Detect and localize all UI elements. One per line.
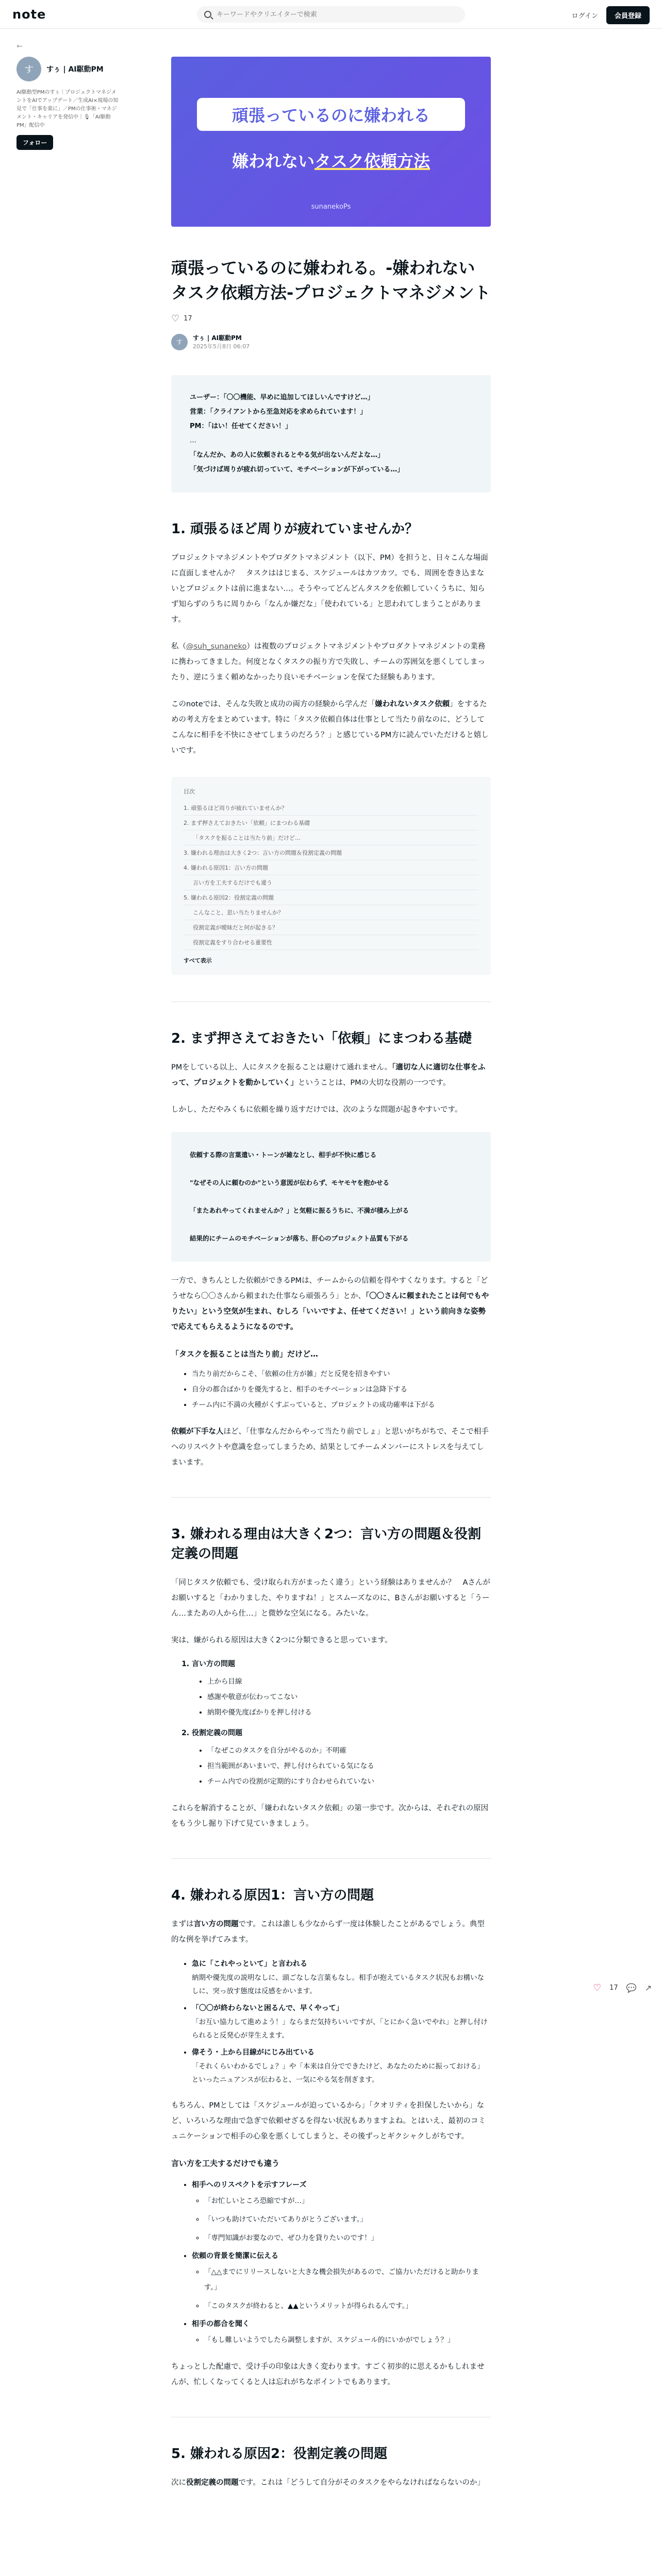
text: 次に [171, 2479, 186, 2487]
sub-list [192, 2193, 491, 2246]
hero-image [171, 57, 491, 227]
toc-show-all[interactable]: すべて表示 [184, 957, 212, 964]
toc-item[interactable]: 役割定義をすり合わせる重要性 [184, 935, 478, 950]
list-item: • 上から目線 [207, 1674, 491, 1689]
avatar[interactable]: す [16, 57, 41, 81]
list-desc: 「お互い協力して進めよう！」ならまだ気持ちいいですが、「とにかく急いでやれ」と押し付けられると反発心が芽生えます。 [192, 2018, 488, 2040]
article [171, 57, 491, 2490]
problem-box [171, 1132, 491, 1262]
list-item: • 感謝や敬意が伝わってこない [207, 1689, 491, 1705]
back-arrow-icon[interactable]: ← [16, 42, 23, 50]
hero-line2 [171, 148, 491, 172]
text: 」をするための考え方をまとめています。特に「タスク依頼自体は仕事として当たり前なのに、どうしてこんなに相手を不快にさせてしまうのだろう？」と感じているPM方に読んでいただけると嬉しいです。 [171, 700, 489, 755]
list-desc: 納期や優先度の説明なしに、頭ごなしな言葉もなし。相手が抱えているタスク状況もお構いなしに、突っ放す態度は反感をかいます。 [192, 1974, 484, 1995]
list-item [192, 2249, 491, 2314]
like-row [171, 313, 491, 324]
author-avatar[interactable]: す [171, 334, 188, 350]
section-heading: 2. まず押さえておきたい「依頼」にまつわる基礎 [171, 1031, 472, 1046]
section-heading: 5. 嫌われる原因2：役割定義の問題 [171, 2446, 388, 2462]
heart-icon[interactable]: ♡ [593, 1982, 602, 1993]
toc-item[interactable]: 役割定義が曖昧だと何が起きる？ [184, 920, 478, 935]
numbered-list [171, 1656, 491, 1789]
list-item: ◦ 「専門知識がお要なので、ぜひ力を貸りたいのです！」 [204, 2230, 491, 2246]
text: です。これは「どうして自分がそのタスクをやらなければならないのか」 [238, 2479, 485, 2487]
toc-item[interactable]: 「タスクを振ることは当たり前」だけど… [184, 831, 478, 845]
paragraph [171, 1060, 491, 1091]
hero-line2-pre: 嫌われない [231, 151, 315, 171]
list-item: • 自分の都合ばかりを優先すると、相手のモチベーションは急降下する [192, 1382, 491, 1397]
list-head: 言い方の問題 [192, 1660, 235, 1668]
hero-brand: sunanekoPs [311, 203, 351, 211]
search-input[interactable] [217, 11, 458, 19]
list-item: ◦ 「△△までにリリースしないと大きな機会損失があるので、ご協力いただけると助かります。」 [204, 2264, 491, 2295]
header-actions [572, 6, 650, 24]
subheading: 「タスクを振ることは当たり前」だけど… [171, 1349, 319, 1359]
publish-date: 2025年5月8日 06:07 [193, 343, 250, 350]
search-bar[interactable] [197, 6, 465, 23]
sub-list [192, 2332, 491, 2348]
list-desc: 「それくらいわかるでしょ？」や「本来は自分でできたけど、あなたのために振っておける」といったニュアンスが伝わると、一気にやる気を削ぎます。 [192, 2062, 484, 2084]
list-item [192, 1725, 491, 1789]
text-strong: 「適切な人に適切な仕事をふって、プロジェクトを動かしていく」 [171, 1063, 486, 1087]
hero-line2-underline: タスク依頼方法 [315, 151, 431, 171]
list-item [192, 1957, 491, 1998]
text: ほど、「仕事なんだからやって当たり前でしょ」と思いがちがちで、そこで相手へのリスペクトや意識を怠ってしまうため、結果としてチームメンバーにストレスを与えてしまいます。 [171, 1428, 489, 1467]
paragraph [171, 1917, 491, 1947]
hero-line1: 頑張っているのに嫌われる [197, 98, 465, 131]
problem-item: 依頼する際の言葉遣い・トーンが雑なとし、相手が不快に感じる [190, 1151, 377, 1159]
quote-line: 「なんだか、あの人に依頼されるとやる気が出ないんだよな…」 [190, 451, 385, 459]
section-heading: 1. 頑張るほど周りが疲れていませんか？ [171, 521, 419, 537]
section-heading: 4. 嫌われる原因1：言い方の問題 [171, 1888, 374, 1903]
toc-item[interactable]: 4. 嫌われる原因1：言い方の問題 [184, 860, 478, 875]
sub-list [192, 2264, 491, 2314]
sub-list [192, 1674, 491, 1720]
problem-item: 「またあれやってくれませんか？」と気軽に振るうちに、不満が積み上がる [190, 1207, 409, 1214]
paragraph: プロジェクトマネジメントやプロダクトマネジメント（以下、PM）を担うと、日々こんな場面に直面しませんか？ タスクははじまる、スケジュールはカツカツ。でも、周囲を巻き込まないとプロジェクトは前に進まない…。そうやってどんどんタスクを依頼していくうちに、知らず知らずのうちに周りから「なんか嫌だな」「使われている」と思われてしまうことがあります。 [171, 554, 488, 624]
text: ）は複数のプロジェクトマネジメントやプロダクトマネジメントの業務に携わってきました。何度となくタスクの振り方で失敗し、チームの雰囲気を悪くしてしまったり、逆にうまく頼めなかったり良いモチベーションを保てた経験もあります。 [171, 642, 486, 682]
list-head: 相手へのリスペクトを示すフレーズ [192, 2181, 307, 2189]
example-list [171, 1957, 491, 2087]
sub-list [192, 1743, 491, 1789]
text: です。これは誰しも少なからず一度は体験したことがあるでしょう。典型的な例を挙げてみます。 [171, 1920, 485, 1944]
list-item: ◦ 「いつも助けていただいてありがとうございます。」 [204, 2212, 491, 2227]
list-item: • チーム内での役割が定期的にすり合わせられていない [207, 1774, 491, 1789]
table-of-contents [171, 777, 491, 975]
toc-item[interactable]: こんなこと、思い当たりませんか？ [184, 905, 478, 920]
text: PMをしている以上、人にタスクを振ることは避けて通れません。 [171, 1063, 392, 1072]
note-logo[interactable]: note [12, 7, 46, 22]
author-sidebar [16, 57, 120, 150]
floating-actions [593, 1982, 652, 1993]
list-head: 急に「これやっといて」と言われる [192, 1960, 307, 1968]
list-item: ◦ 「お忙しいところ恐縮ですが…」 [204, 2193, 491, 2209]
sidebar-author-name[interactable]: すぅ | AI駆動PM [46, 65, 104, 74]
toc-item[interactable]: 言い方を工夫するだけでも違う [184, 875, 478, 890]
search-icon [204, 11, 211, 18]
toc-item[interactable]: 2. まず押さえておきたい「依頼」にまつわる基礎 [184, 816, 478, 831]
paragraph: もちろん、PMとしては「スケジュールが迫っているから」「クオリティを担保したいから」など、いろいろな理由で急ぎで依頼せざるを得ない状況もありますよね。とはいえ、最初のコミュニケーションで相手の心象を悪くしてしまうと、その後ずっとギクシャクしがちです。 [171, 2102, 486, 2141]
list-item: • チーム内に不満の火種がくすぶっていると、プロジェクトの成功確率は下がる [192, 1397, 491, 1413]
quote-line: … [190, 437, 196, 445]
divider [171, 1858, 491, 1859]
article-title: 頑張っているのに嫌われる。-嫌われないタスク依頼方法-プロジェクトマネジメント [171, 258, 491, 302]
sidebar-author[interactable] [16, 57, 120, 81]
text-strong: 言い方の問題 [193, 1920, 239, 1928]
author-mention-link[interactable]: @suh_sunaneko [186, 642, 247, 651]
follow-button[interactable]: フォロー [16, 135, 53, 150]
paragraph: 実は、嫌がられる原因は大きく2つに分類できると思っています。 [171, 1636, 392, 1645]
problem-item: 結果的にチームのモチベーションが落ち、肝心のプロジェクト品質も下がる [190, 1234, 409, 1242]
list-item [192, 2317, 491, 2348]
tips-list [171, 2178, 491, 2348]
list-item: ◦ 「もし難しいようでしたら調整しますが、スケジュール的にいかがでしょう？」 [204, 2332, 491, 2348]
divider [171, 1497, 491, 1498]
list-item [192, 2178, 491, 2246]
paragraph [171, 697, 491, 758]
list-item: • 納期や優先度ばかりを押し付ける [207, 1705, 491, 1720]
text: このnoteでは、そんな失敗と成功の両方の経験から学んだ「 [171, 700, 375, 708]
list-head: 偉そう・上から目線がにじみ出ている [192, 2048, 315, 2057]
paragraph [171, 1424, 491, 1470]
toc-item[interactable]: 5. 嫌われる原因2：役割定義の問題 [184, 890, 478, 905]
text: 一方で、きちんとした依頼ができるPMは、チームからの信頼を得やすくなります。すると「どうせなら〇〇さんから頼まれた仕事なら頑張ろう」とか、 [171, 1277, 488, 1300]
paragraph: ちょっとした配慮で、受け手の印象は大きく変わります。すごく初歩的に思えるかもしれませんが、忙しくなってくると人は忘れがちなポイントでもあります。 [171, 2363, 485, 2386]
subheading: 言い方を工夫するだけでも違う [171, 2159, 280, 2168]
paragraph: 「同じタスク依頼でも、受け取られ方がまったく違う」という経験はありませんか？ Aさんがお願いすると「わかりました、やりますね！」とスムーズなのに、Bさんがお願いすると「うーん…またあの人から仕…」と微妙な空気になる。みたいな。 [171, 1579, 490, 1618]
problem-item: "なぜその人に頼むのか"という意図が伝わらず、モヤモヤを抱かせる [190, 1179, 390, 1187]
quote-line: ユーザー：「〇〇機能、早めに追加してほしいんですけど…」 [190, 394, 374, 401]
paragraph [171, 2475, 491, 2490]
list-item: • 「なぜこのタスクを自分がやるのか」不明確 [207, 1743, 491, 1758]
text: 私（ [171, 642, 186, 651]
list-item: ◦ 「このタスクが終わると、▲▲というメリットが得られるんです。」 [204, 2298, 491, 2314]
list-item [192, 1656, 491, 1720]
article-author[interactable] [171, 333, 491, 350]
quote-line: PM：「はい！任せてください！」 [190, 422, 292, 430]
paragraph [171, 639, 491, 685]
author-bio: AI駆動型PMのすぅ｜プロジェクトマネジメントをAIでアップデート／生成AI×現場の知見で「仕事を楽に」／PMの仕事術・マネジメント・キャリアを発信中｜🎙「AI駆動PM」配信中 [16, 90, 119, 128]
comment-icon[interactable]: 💬 [626, 1983, 637, 1993]
quote-line: 営業：「クライアントから至急対応を求められています！」 [190, 408, 367, 416]
float-like-count: 17 [609, 1984, 618, 1992]
intro-quote-box [171, 375, 491, 493]
list-item: • 当たり前だからこそ、「依頼の仕方が雑」だと反発を招きやすい [192, 1366, 491, 1382]
toc-item[interactable]: 3. 嫌われる理由は大きく2つ：言い方の問題＆役割定義の問題 [184, 845, 478, 860]
list-head: 依頼の背景を簡潔に伝える [192, 2252, 278, 2260]
like-count: 17 [184, 315, 192, 323]
list-head: 役割定義の問題 [192, 1729, 242, 1737]
text-strong: 役割定義の問題 [186, 2479, 239, 2487]
toc-item[interactable]: 1. 頑張るほど周りが疲れていませんか？ [184, 801, 478, 816]
list-item [192, 2001, 491, 2042]
text-strong: 依頼が下手な人 [171, 1428, 224, 1436]
quote-line: 「気づけば周りが疲れ切っていて、モチベーションが下がっている…」 [190, 466, 404, 473]
paragraph: しかし、ただやみくもに依頼を繰り返すだけでは、次のような問題が起きやすいです。 [171, 1106, 462, 1114]
register-button[interactable]: 会員登録 [606, 6, 650, 24]
text-strong: 「〇〇さんに頼まれたことは何でもやりたい」という空気が生まれ、むしろ [171, 1292, 489, 1316]
list-item: • 担当範囲があいまいで、押し付けられている気になる [207, 1758, 491, 1774]
text-strong: 嫌われないタスク依頼 [375, 700, 450, 708]
toc-heading: 目次 [184, 788, 195, 795]
site-header [0, 0, 662, 29]
list-head: 「〇〇が終わらないと困るんで、早くやって」 [192, 2004, 343, 2012]
author-name[interactable]: すぅ | AI駆動PM [193, 334, 242, 342]
list-item [192, 2045, 491, 2087]
heart-icon[interactable]: ♡ [171, 313, 180, 324]
login-link[interactable]: ログイン [571, 12, 598, 20]
paragraph [171, 1273, 491, 1335]
bullet-list [171, 1366, 491, 1413]
text: ということは、PMの大切な役割の一つです。 [297, 1079, 451, 1087]
section-heading: 3. 嫌われる理由は大きく2つ：言い方の問題＆役割定義の問題 [171, 1527, 482, 1562]
list-head: 相手の都合を聞く [192, 2320, 250, 2328]
text-strong: 「いいですよ、任せてください！」という前向きな姿勢で応えてもらえるようになるのです。 [171, 1308, 486, 1331]
text: まずは [171, 1920, 194, 1928]
paragraph: これらを解消することが、「嫌われないタスク依頼」の第一歩です。次からは、それぞれの原因をもう少し掘り下げて見ていきましょう。 [171, 1804, 489, 1828]
share-icon[interactable]: ↗ [644, 1983, 652, 1993]
